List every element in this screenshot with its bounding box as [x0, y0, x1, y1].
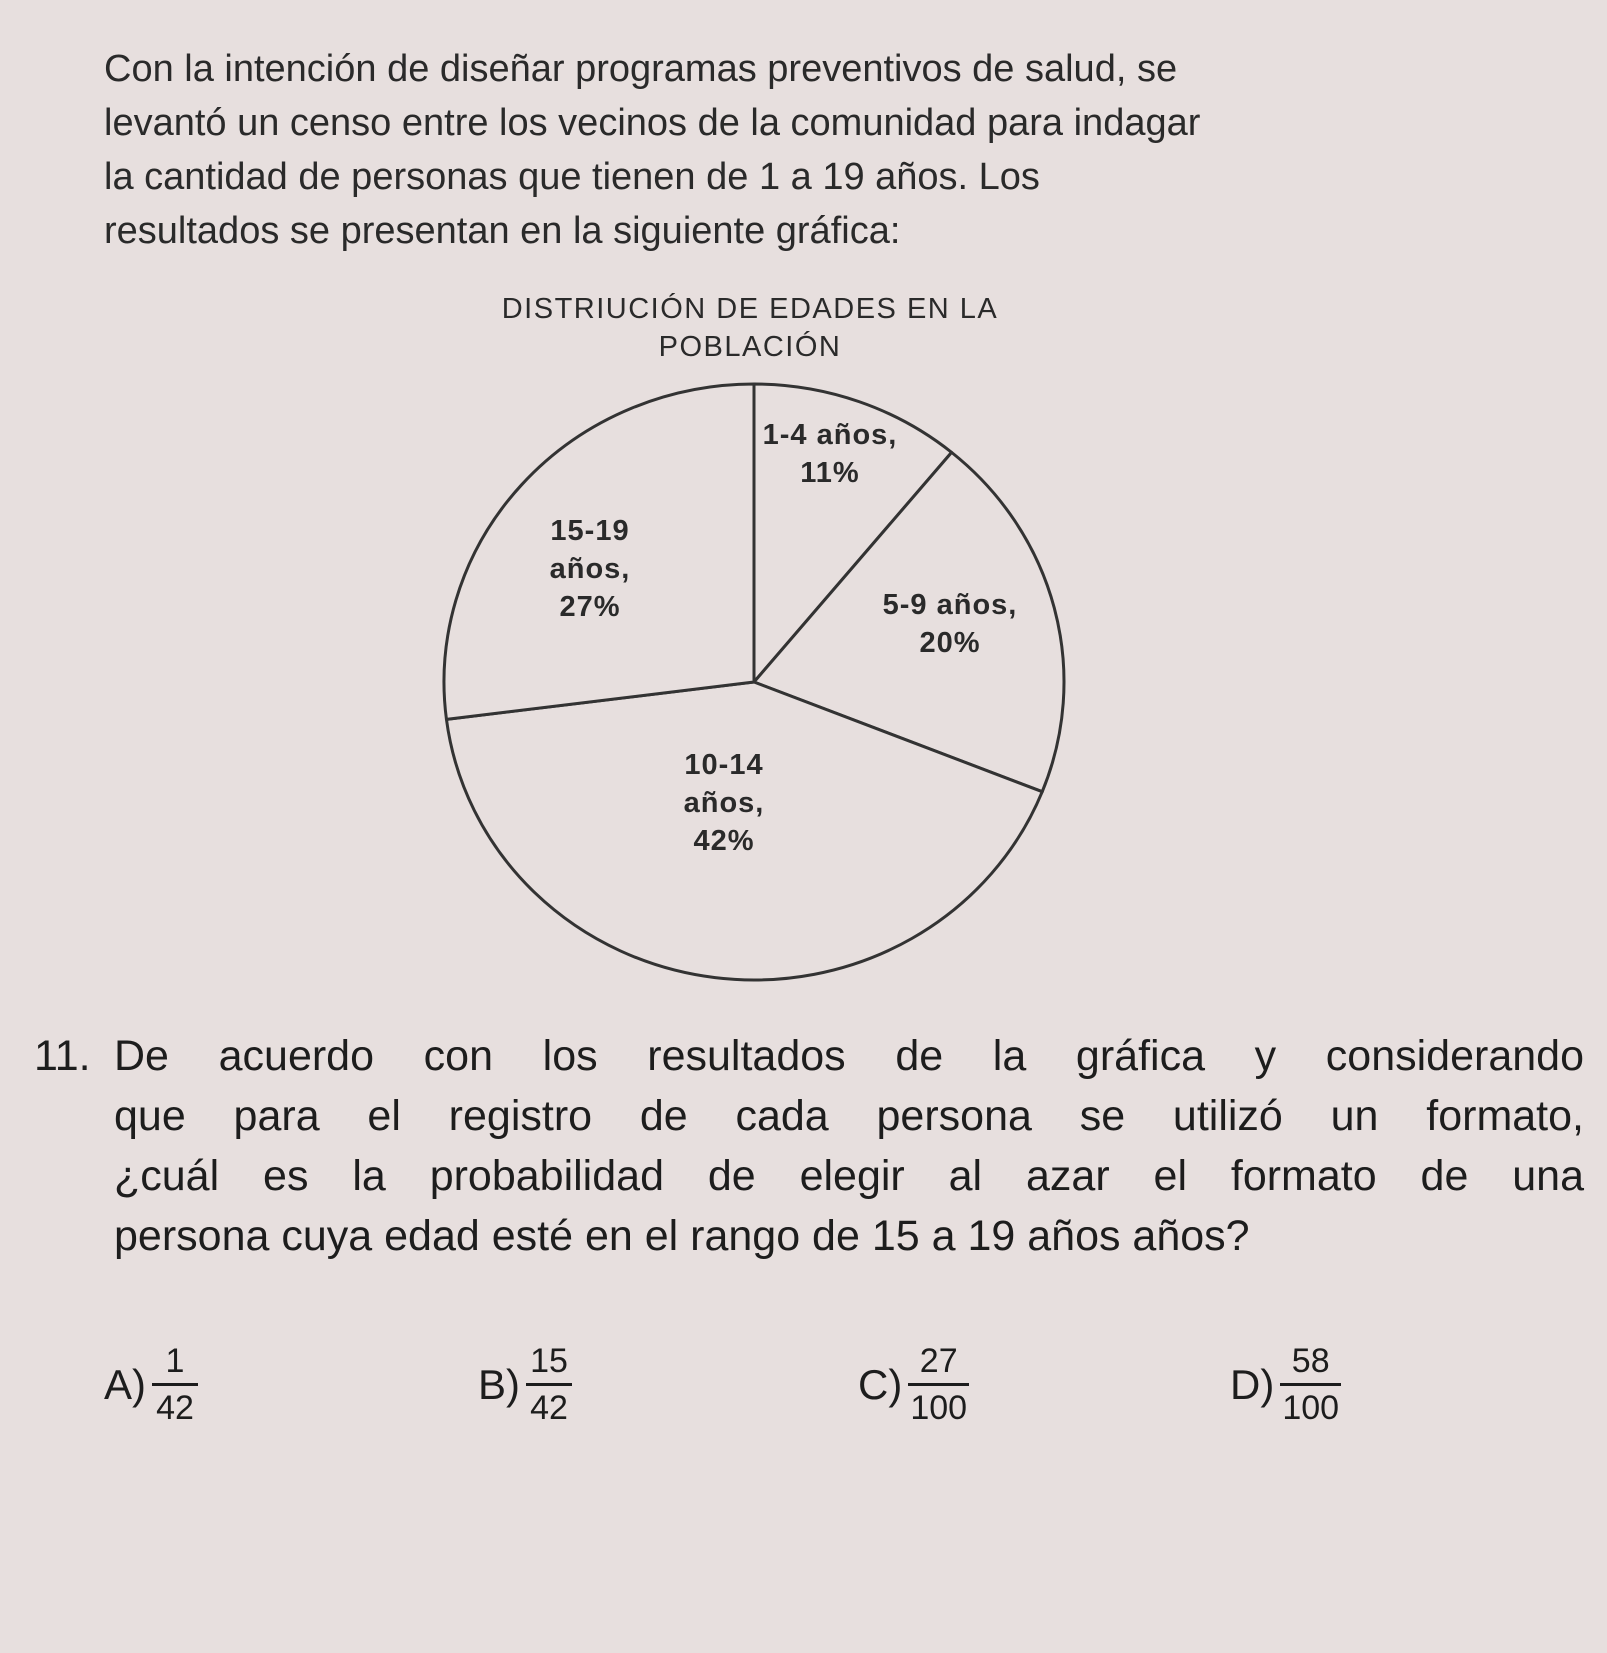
slice-label-line: 10-14 — [684, 749, 764, 781]
slice-label-line: 15-19 — [550, 515, 630, 547]
slice-label-line: 1-4 años, — [762, 419, 898, 451]
option-fraction — [152, 1342, 198, 1427]
fraction-denominator: 100 — [910, 1389, 968, 1427]
slice-label-line: años, — [683, 787, 765, 819]
chart-title-line: POBLACIÓN — [658, 331, 842, 363]
option-d[interactable] — [1230, 1342, 1341, 1427]
slice-label-line: 42% — [693, 825, 755, 857]
option-letter: C) — [858, 1360, 903, 1408]
slice-label-line: 27% — [559, 591, 621, 623]
question-text — [114, 1026, 1584, 1266]
option-fraction — [1280, 1342, 1341, 1427]
intro-line: Con la intención de diseñar programas preventivos de salud, se — [104, 48, 1178, 90]
intro-line: resultados se presentan en la siguiente gráfica: — [104, 210, 901, 252]
option-c[interactable] — [858, 1342, 969, 1427]
fraction-bar — [908, 1383, 969, 1386]
option-letter: D) — [1230, 1360, 1275, 1408]
slice-10-14-label — [684, 749, 765, 857]
fraction-denominator: 42 — [530, 1389, 568, 1427]
question-line: persona cuya edad esté en el rango de 15 a 19 años años? — [114, 1212, 1250, 1260]
slice-label-line: 11% — [800, 457, 860, 489]
fraction-denominator: 42 — [156, 1389, 194, 1427]
intro-line: levantó un censo entre los vecinos de la comunidad para indagar — [104, 102, 1201, 144]
fraction-numerator: 1 — [165, 1342, 185, 1380]
option-fraction — [526, 1342, 572, 1427]
fraction-bar — [1280, 1383, 1341, 1386]
fraction-numerator: 15 — [530, 1342, 568, 1380]
option-letter: A) — [104, 1360, 146, 1408]
question-line: que para el registro de cada persona se utilizó un formato, — [114, 1092, 1584, 1140]
fraction-bar — [526, 1383, 572, 1386]
question-line: De acuerdo con los resultados de la gráfica y considerando — [114, 1032, 1584, 1080]
fraction-denominator: 100 — [1282, 1389, 1340, 1427]
option-a[interactable] — [104, 1342, 198, 1427]
question-line: ¿cuál es la probabilidad de elegir al azar el formato de una — [114, 1152, 1584, 1200]
question-number: 11. — [34, 1032, 91, 1080]
slice-label-line: años, — [549, 553, 631, 585]
option-b[interactable] — [478, 1342, 572, 1427]
slice-15-19 — [444, 384, 754, 719]
fraction-numerator: 58 — [1291, 1342, 1330, 1380]
slice-label-line: 20% — [919, 627, 981, 659]
option-fraction — [908, 1342, 969, 1427]
fraction-bar — [152, 1383, 198, 1386]
fraction-numerator: 27 — [919, 1342, 958, 1380]
option-letter: B) — [478, 1360, 520, 1408]
intro-line: la cantidad de personas que tienen de 1 a 19 años. Los — [104, 156, 1040, 198]
slice-15-19-label — [550, 515, 631, 623]
chart-title-line: DISTRIUCIÓN DE EDADES EN LA — [501, 293, 999, 325]
slice-label-line: 5-9 años, — [882, 589, 1018, 621]
